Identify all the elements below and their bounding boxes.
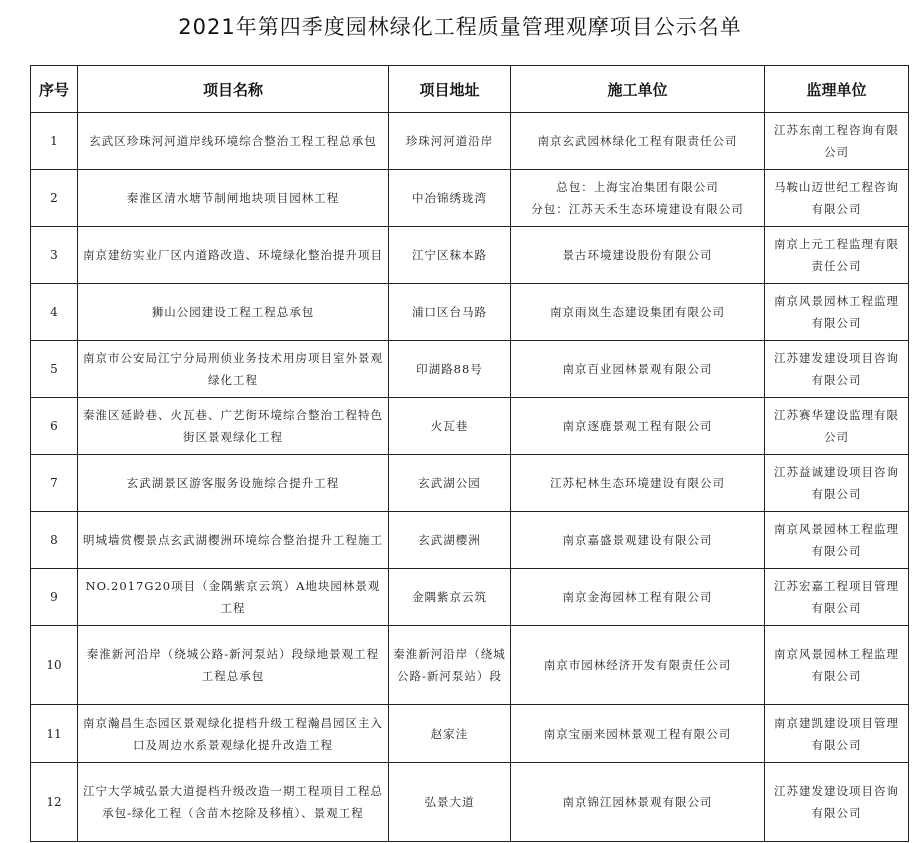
row-no: 2 [31,170,78,227]
table-row [31,113,909,170]
header-supervisor: 监理单位 [765,66,909,113]
row-supervisor: 江苏东南工程咨询有限公司 [765,113,909,170]
row-builder: 南京嘉盛景观建设有限公司 [511,512,765,569]
row-supervisor: 南京风景园林工程监理有限公司 [765,284,909,341]
table-row [31,227,909,284]
row-no: 9 [31,569,78,626]
row-address: 玄武湖樱洲 [389,512,511,569]
row-address: 玄武湖公园 [389,455,511,512]
row-no: 5 [31,341,78,398]
row-project-name: 秦淮新河沿岸（绕城公路-新河泵站）段绿地景观工程工程总承包 [78,626,389,705]
row-no: 6 [31,398,78,455]
table-row [31,170,909,227]
row-address: 浦口区台马路 [389,284,511,341]
table-row [31,569,909,626]
row-builder: 南京锦江园林景观有限公司 [511,763,765,842]
table-row [31,705,909,763]
table-row [31,455,909,512]
header-name: 项目名称 [78,66,389,113]
builder-subcontractor: 分包：江苏天禾生态环境建设有限公司 [531,202,744,216]
table-row [31,398,909,455]
table-row [31,626,909,705]
row-project-name: 狮山公园建设工程工程总承包 [78,284,389,341]
row-address: 江宁区秣本路 [389,227,511,284]
header-no: 序号 [31,66,78,113]
page-title: 2021年第四季度园林绿化工程质量管理观摩项目公示名单 [178,15,742,39]
row-supervisor: 江苏建发建设项目咨询有限公司 [765,763,909,842]
row-builder: 南京百业园林景观有限公司 [511,341,765,398]
row-project-name: 秦淮区延龄巷、火瓦巷、广艺街环境综合整治工程特色街区景观绿化工程 [78,398,389,455]
row-address: 火瓦巷 [389,398,511,455]
row-project-name: 明城墙赏樱景点玄武湖樱洲环境综合整治提升工程施工 [78,512,389,569]
table-row [31,512,909,569]
row-builder: 南京金海园林工程有限公司 [511,569,765,626]
row-no: 11 [31,705,78,763]
row-builder: 南京玄武园林绿化工程有限责任公司 [511,113,765,170]
table-row [31,763,909,842]
row-address: 中冶锦绣珑湾 [389,170,511,227]
row-address: 赵家洼 [389,705,511,763]
row-supervisor: 南京风景园林工程监理有限公司 [765,512,909,569]
row-project-name: 南京瀚昌生态园区景观绿化提档升级工程瀚昌园区主入口及周边水系景观绿化提升改造工程 [78,705,389,763]
row-no: 7 [31,455,78,512]
row-no: 8 [31,512,78,569]
row-supervisor: 江苏赛华建设监理有限公司 [765,398,909,455]
row-supervisor: 南京风景园林工程监理有限公司 [765,626,909,705]
row-supervisor: 江苏宏嘉工程项目管理有限公司 [765,569,909,626]
row-address: 秦淮新河沿岸（绕城公路-新河泵站）段 [389,626,511,705]
row-builder: 江苏杞林生态环境建设有限公司 [511,455,765,512]
row-supervisor: 南京建凯建设项目管理有限公司 [765,705,909,763]
row-project-name: 秦淮区清水塘节制闸地块项目园林工程 [78,170,389,227]
row-project-name: 南京建纺实业厂区内道路改造、环境绿化整治提升项目 [78,227,389,284]
header-address: 项目地址 [389,66,511,113]
row-address: 印湖路88号 [389,341,511,398]
table-row [31,284,909,341]
row-supervisor: 江苏建发建设项目咨询有限公司 [765,341,909,398]
row-no: 1 [31,113,78,170]
row-supervisor: 南京上元工程监理有限责任公司 [765,227,909,284]
project-table [30,65,909,842]
row-builder [511,170,765,227]
builder-general-contractor: 总包：上海宝冶集团有限公司 [556,180,719,194]
table-row [31,341,909,398]
row-project-name: 玄武区珍珠河河道岸线环境综合整治工程工程总承包 [78,113,389,170]
row-builder: 南京宝丽来园林景观工程有限公司 [511,705,765,763]
row-builder: 南京逐鹿景观工程有限公司 [511,398,765,455]
row-builder: 景古环境建设股份有限公司 [511,227,765,284]
row-project-name: 玄武湖景区游客服务设施综合提升工程 [78,455,389,512]
row-no: 12 [31,763,78,842]
row-no: 4 [31,284,78,341]
row-address: 珍珠河河道沿岸 [389,113,511,170]
row-address: 弘景大道 [389,763,511,842]
row-builder: 南京市园林经济开发有限责任公司 [511,626,765,705]
row-no: 10 [31,626,78,705]
row-builder: 南京雨岚生态建设集团有限公司 [511,284,765,341]
header-builder: 施工单位 [511,66,765,113]
row-project-name: 南京市公安局江宁分局刑侦业务技术用房项目室外景观绿化工程 [78,341,389,398]
row-supervisor: 江苏益诚建设项目咨询有限公司 [765,455,909,512]
row-no: 3 [31,227,78,284]
row-address: 金隅紫京云筑 [389,569,511,626]
table-header-row [31,66,909,113]
row-supervisor: 马鞍山迈世纪工程咨询有限公司 [765,170,909,227]
row-project-name: NO.2017G20项目（金隅紫京云筑）A地块园林景观工程 [78,569,389,626]
row-project-name: 江宁大学城弘景大道提档升级改造一期工程项目工程总承包-绿化工程（含苗木挖除及移植）、景观工程 [78,763,389,842]
